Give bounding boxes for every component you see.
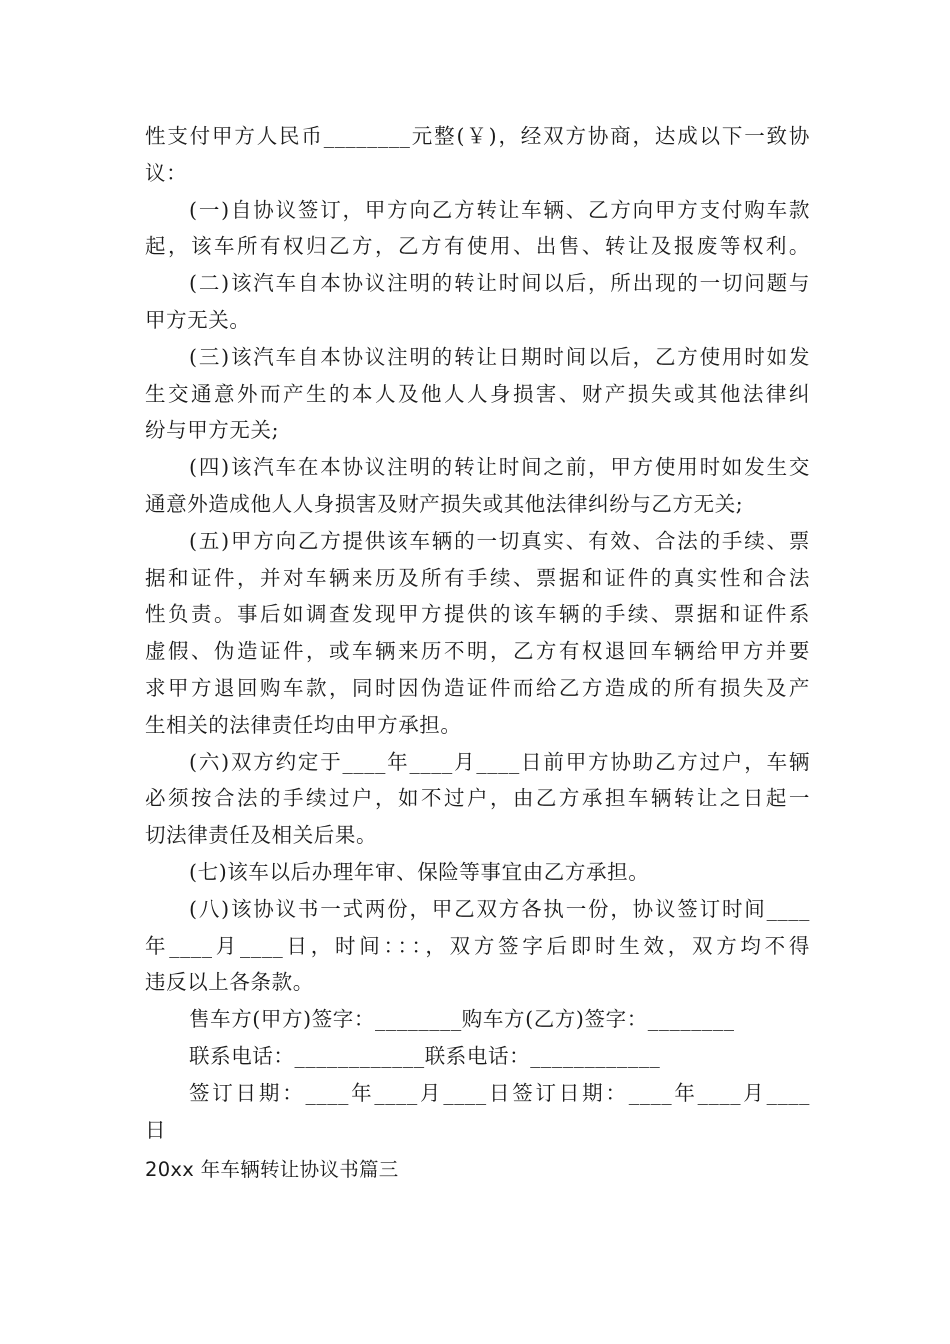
clause-6-line: 切法律责任及相关后果。 xyxy=(145,823,378,848)
paragraph-line: 议： xyxy=(145,160,188,185)
sign-date-line: 签订日期：____年____月____日签订日期：____年____月____ xyxy=(189,1080,810,1105)
clause-5-line: 性负责。事后如调查发现甲方提供的该车辆的手续、票据和证件系 xyxy=(145,602,810,627)
clause-3-line: 纷与甲方无关; xyxy=(145,418,280,443)
clause-6-line: 必须按合法的手续过户，如不过户，由乙方承担车辆转让之日起一 xyxy=(145,786,810,811)
clause-8-line: 违反以上各条款。 xyxy=(145,970,314,995)
clause-6-line: (六)双方约定于____年____月____日前甲方协助乙方过户，车辆 xyxy=(189,749,810,774)
section-heading: 20xx 年车辆转让协议书篇三 xyxy=(145,1158,399,1182)
clause-2-line: 甲方无关。 xyxy=(145,307,251,332)
clause-8-line: 年____月____日，时间：：：，双方签字后即时生效，双方均不得 xyxy=(145,933,810,958)
signature-line: 售车方(甲方)签字：________购车方(乙方)签字：________ xyxy=(189,1007,735,1032)
clause-2-line: (二)该汽车自本协议注明的转让时间以后，所出现的一切问题与 xyxy=(189,271,810,296)
clause-7-line: (七)该车以后办理年审、保险等事宜由乙方承担。 xyxy=(189,859,650,884)
clause-3-line: 生交通意外而产生的本人及他人人身损害、财产损失或其他法律纠 xyxy=(145,381,810,406)
clause-5-line: 虚假、伪造证件，或车辆来历不明，乙方有权退回车辆给甲方并要 xyxy=(145,639,810,664)
clause-1-line: 起，该车所有权归乙方，乙方有使用、出售、转让及报废等权利。 xyxy=(145,234,810,259)
clause-5-line: 据和证件，并对车辆来历及所有手续、票据和证件的真实性和合法 xyxy=(145,565,810,590)
clause-3-line: (三)该汽车自本协议注明的转让日期时间以后，乙方使用时如发 xyxy=(189,344,810,369)
clause-5-line: 生相关的法律责任均由甲方承担。 xyxy=(145,712,462,737)
paragraph-line: 性支付甲方人民币________元整(￥)，经双方协商，达成以下一致协 xyxy=(145,124,810,148)
clause-4-line: 通意外造成他人人身损害及财产损失或其他法律纠纷与乙方无关; xyxy=(145,491,744,516)
clause-5-line: (五)甲方向乙方提供该车辆的一切真实、有效、合法的手续、票 xyxy=(189,528,810,553)
phone-line: 联系电话：____________联系电话：____________ xyxy=(189,1043,661,1068)
clause-8-line: (八)该协议书一式两份，甲乙双方各执一份，协议签订时间____ xyxy=(189,896,810,921)
clause-5-line: 求甲方退回购车款，同时因伪造证件而给乙方造成的所有损失及产 xyxy=(145,675,810,700)
clause-4-line: (四)该汽车在本协议注明的转让时间之前，甲方使用时如发生交 xyxy=(189,455,810,480)
clause-1-line: (一)自协议签订，甲方向乙方转让车辆、乙方向甲方支付购车款 xyxy=(189,197,810,222)
document-page xyxy=(145,118,810,1188)
sign-date-line: 日 xyxy=(145,1117,167,1142)
